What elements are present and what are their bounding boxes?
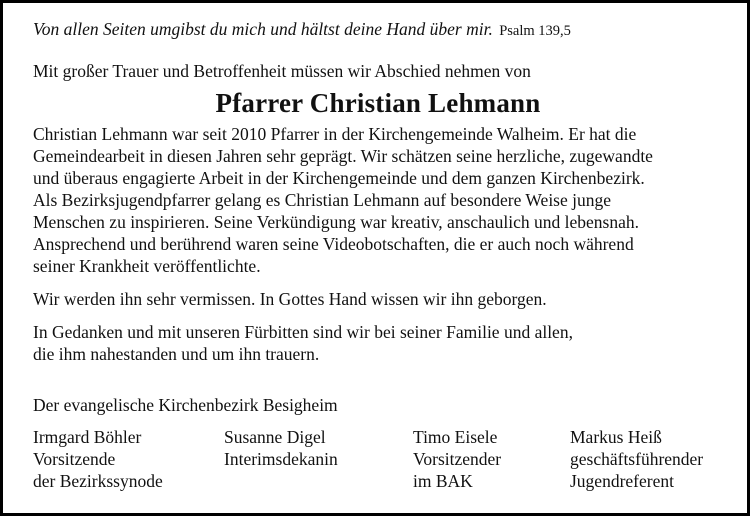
verse-reference: Psalm 139,5 xyxy=(499,23,571,39)
bible-verse xyxy=(33,18,723,42)
signer-name: Susanne Digel xyxy=(224,427,326,447)
signer-role: Vorsitzende xyxy=(33,449,116,469)
signer xyxy=(33,426,163,492)
condolence-line: die ihm nahestanden und um ihn trauern. xyxy=(33,344,320,364)
signer-name: Timo Eisele xyxy=(413,427,498,447)
condolence-paragraph xyxy=(33,321,723,365)
signer-role: Vorsitzender xyxy=(413,449,502,469)
signer-role: der Bezirkssynode xyxy=(33,471,163,491)
signer xyxy=(570,426,703,492)
farewell-paragraph: Wir werden ihn sehr vermissen. In Gottes Hand wissen wir ihn geborgen. xyxy=(33,289,547,309)
signer-organization: Der evangelische Kirchenbezirk Besigheim xyxy=(33,395,338,415)
signer-name: Irmgard Böhler xyxy=(33,427,142,447)
signer-role: Jugendreferent xyxy=(570,471,674,491)
tribute-line: Menschen zu inspirieren. Seine Verkündigung war kreativ, anschaulich und lebensnah. xyxy=(33,212,640,232)
tribute-line: Gemeindearbeit in diesen Jahren sehr geprägt. Wir schätzen seine herzliche, zugewandte xyxy=(33,146,653,166)
tribute-line: Ansprechend und berührend waren seine Videobotschaften, die er auch noch während xyxy=(33,234,634,254)
obituary-notice xyxy=(33,18,723,492)
signer xyxy=(224,426,338,470)
signer-role: im BAK xyxy=(413,471,473,491)
signers-row xyxy=(33,426,723,492)
deceased-name: Pfarrer Christian Lehmann xyxy=(215,88,541,118)
tribute-line: seiner Krankheit veröffentlichte. xyxy=(33,256,261,276)
signer-role: Interimsdekanin xyxy=(224,449,338,469)
tribute-line: und überaus engagierte Arbeit in der Kirchengemeinde und dem ganzen Kirchenbezirk. xyxy=(33,168,645,188)
condolence-line: In Gedanken und mit unseren Fürbitten sind wir bei seiner Familie und allen, xyxy=(33,322,573,342)
intro-line: Mit großer Trauer und Betroffenheit müssen wir Abschied nehmen von xyxy=(33,61,531,81)
verse-text: Von allen Seiten umgibst du mich und hältst deine Hand über mir. xyxy=(33,19,493,39)
signer xyxy=(413,426,501,492)
signer-role: geschäftsführender xyxy=(570,449,704,469)
tribute-paragraph xyxy=(33,123,723,277)
signer-name: Markus Heiß xyxy=(570,427,662,447)
tribute-line: Als Bezirksjugendpfarrer gelang es Christian Lehmann auf besondere Weise junge xyxy=(33,190,612,210)
tribute-line: Christian Lehmann war seit 2010 Pfarrer in der Kirchengemeinde Walheim. Er hat die xyxy=(33,124,637,144)
